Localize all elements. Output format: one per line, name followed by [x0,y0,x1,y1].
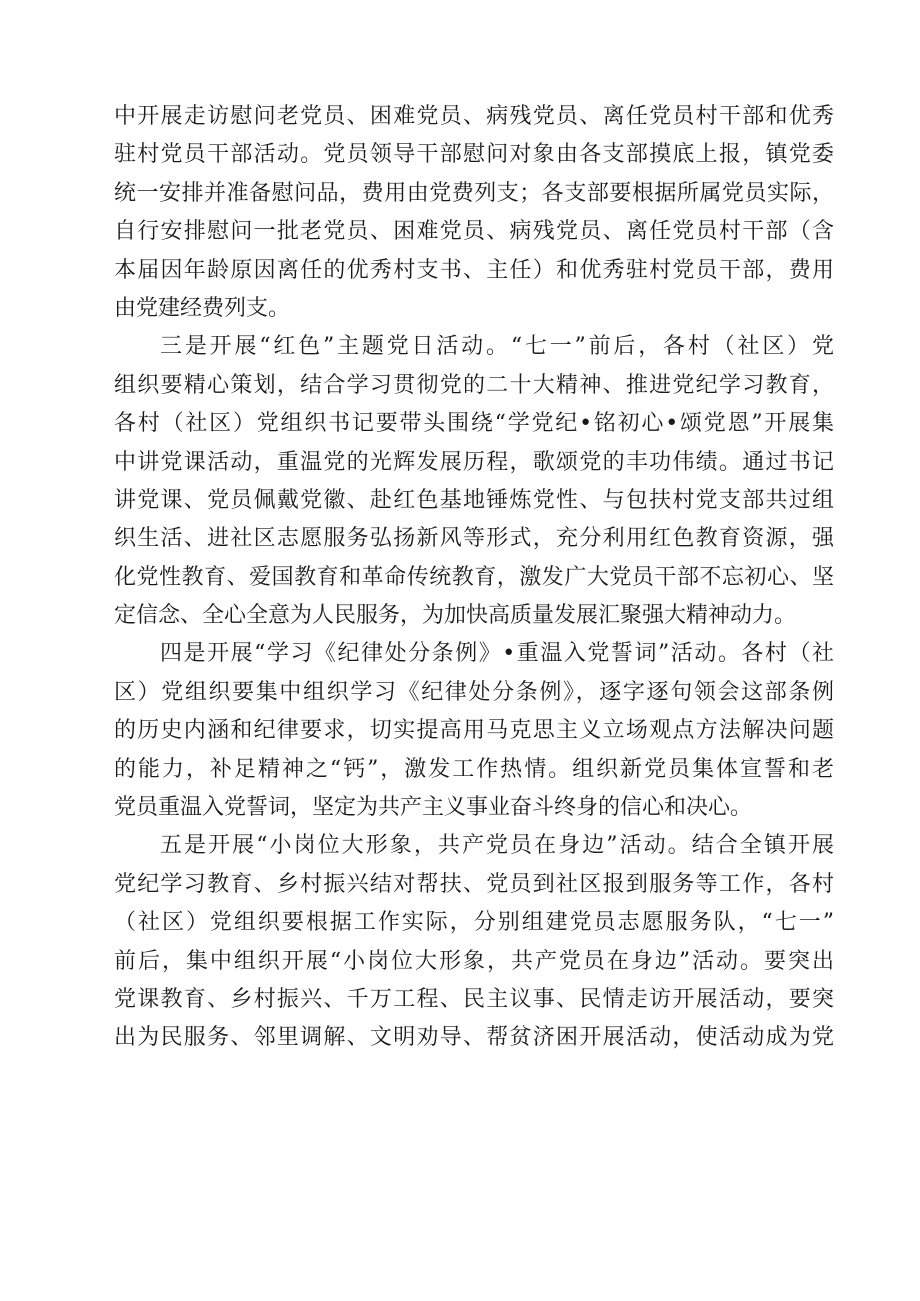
text-line: 四是开展“学习《纪律处分条例》•重温入党誓词”活动。各村（社 [160,641,834,667]
text-line: 五是开展“小岗位大形象，共产党员在身边”活动。结合全镇开展 [160,833,834,859]
text-line: 中开展走访慰问老党员、困难党员、病残党员、离任党员村干部和优秀 [114,104,834,129]
text-line: 党课教育、乡村振兴、千万工程、民主议事、民情走访开展活动，要突 [114,986,834,1012]
text-line: 各村（社区）党组织书记要带头围绕“学党纪•铭初心•颂党恩”开展集 [114,411,834,437]
text-line: 出为民服务、邻里调解、文明劝导、帮贫济困开展活动，使活动成为党 [114,1025,834,1051]
paragraph-red-theme-party-day [114,328,834,635]
text-line: 党员重温入党誓词，坚定为共产主义事业奋斗终身的信心和决心。 [114,795,753,821]
text-line: 由党建经费列支。 [114,295,291,321]
text-line: 组织要精心策划，结合学习贯彻党的二十大精神、推进党纪学习教育， [114,372,834,398]
text-line: 化党性教育、爱国教育和革命传统教育，激发广大党员干部不忘初心、坚 [114,564,834,590]
text-line: 的历史内涵和纪律要求，切实提高用马克思主义立场观点方法解决问题 [114,718,834,744]
paragraph-small-post-big-image [114,827,834,1057]
text-line: 党纪学习教育、乡村振兴结对帮扶、党员到社区报到服务等工作，各村 [114,871,834,897]
text-line: 讲党课、党员佩戴党徽、赴红色基地锤炼党性、与包扶村党支部共过组 [114,487,834,513]
text-line: 中讲党课活动，重温党的光辉发展历程，歌颂党的丰功伟绩。通过书记 [114,449,834,475]
paragraph-discipline-regulations [114,635,834,827]
text-line: 统一安排并准备慰问品，费用由党费列支；各支部要根据所属党员实际， [114,180,834,206]
text-line: 区）党组织要集中组织学习《纪律处分条例》，逐字逐句领会这部条例 [114,679,834,705]
text-line: 的能力，补足精神之“钙”，激发工作热情。组织新党员集体宣誓和老 [114,756,834,782]
text-line: 驻村党员干部活动。党员领导干部慰问对象由各支部摸底上报，镇党委 [114,142,834,168]
text-line: 自行安排慰问一批老党员、困难党员、病残党员、离任党员村干部（含 [114,219,834,245]
text-line: （社区）党组织要根据工作实际，分别组建党员志愿服务队，“七一” [114,910,834,936]
document-body [114,98,834,1058]
text-line: 定信念、全心全意为人民服务，为加快高质量发展汇聚强大精神动力。 [114,603,797,629]
text-line: 织生活、进社区志愿服务弘扬新风等形式，充分利用红色教育资源，强 [114,526,834,552]
paragraph-continued [114,98,834,328]
text-line: 本届因年龄原因离任的优秀村支书、主任）和优秀驻村党员干部，费用 [114,257,834,283]
text-line: 三是开展“红色”主题党日活动。“七一”前后，各村（社区）党 [160,334,834,360]
text-line: 前后，集中组织开展“小岗位大形象，共产党员在身边”活动。要突出 [114,948,834,974]
